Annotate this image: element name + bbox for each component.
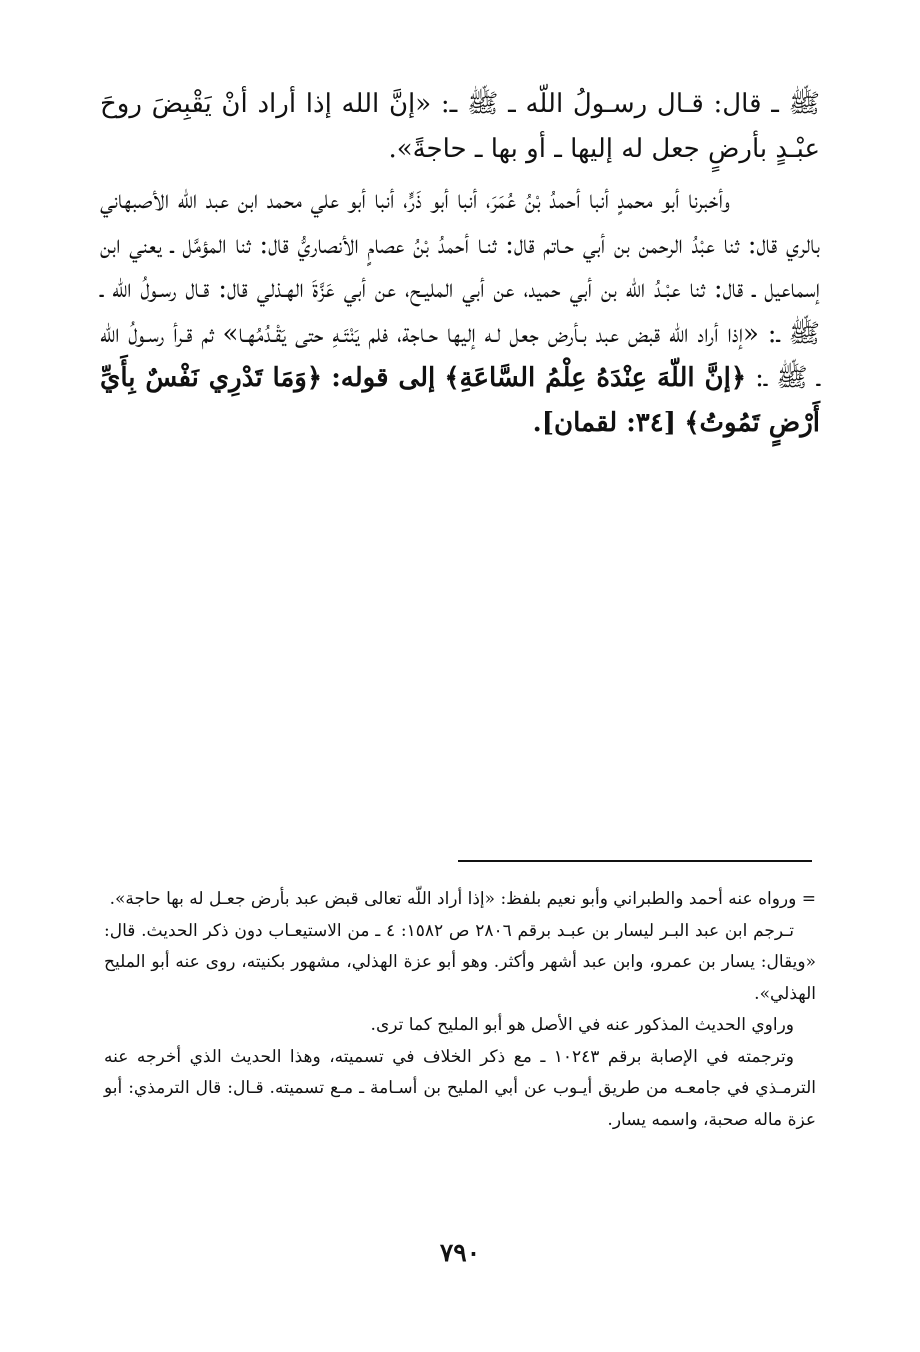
quran-verse-2: ﴿وَمَا تَدْرِي نَفْسٌ بِأَيِّ أَرْضٍ تَمُوتُ﴾ <box>100 363 820 438</box>
footnote-4: وترجمته في الإصابة برقم ١٠٢٤٣ ـ مع ذكر الخلاف في تسميته، وهذا الحديث الذي أخرجه عنه الترمـذي في جامعـه من طريق أيـوب عن أبي المليح بن أسـامة ـ مـع تسميته. قـال: قال الترمذي: أبو عزة ماله صحبة، واسمه يسار. <box>104 1046 816 1130</box>
paragraph-2-text: وأخبرنا أبو محمدٍ أنبا أحمدُ بْنُ عُمَرَ، أنبا أبو ذَرٍّ، أنبا أبو علي محمد ابن عبد اللّه الأصبهاني بالري قال: ثنا عبْدُ الرحمن بن أبي حـاتم قال: ثنـا أحمدُ بْنُ عصامٍ الأنصاريُّ قال: ثنا المؤمَّل ـ يعني ابن إسماعيل ـ قال: ثنا عبْـدُ اللّه بن أبي حميد، عن أبي المليـح، عن أبي عَزَّةَ الهـذلي قال: قـال رسـولُ اللّه ـ ﷺ ـ: «إذا أراد اللّه قبض عبد بـأرض جعل لـه إليها حـاجة، فلم يَنْتَـهِ حتى يَقْـدُمُهـا» ثم قـرأ رسـولُ اللّه ـ ﷺ ـ: <box>100 185 821 393</box>
paragraph-2-connector: إلى قوله: <box>331 363 436 393</box>
footnote-1 <box>104 884 816 916</box>
paragraph-2 <box>100 178 820 445</box>
paragraph-1 <box>100 82 820 171</box>
page-number: ٧٩٠ <box>439 1238 481 1267</box>
continuation-mark: = <box>801 889 816 909</box>
footnote-separator <box>458 860 812 862</box>
paragraph-1-text: ﷺ ـ قال: قـال رسـولُ اللّه ـ ﷺ ـ: «إنَّ الله إذا أراد أنْ يَقْبِضَ روحَ عبْـدٍ بأرضٍ جعل له إليها ـ أو بها ـ حاجةً». <box>100 89 820 164</box>
footnotes <box>104 884 816 1136</box>
quran-reference: [٣٤: لقمان]. <box>532 407 677 438</box>
footnote-2: تـرجم ابن عبد البـر ليسار بن عبـد برقم ٢٨٠٦ ص ١٥٨٢: ٤ ـ من الاستيعـاب دون ذكر الحديث. قال: «ويقال: يسار بن عمرو، وابن عبد أشهر وأكثر. وهو أبو عزة الهذلي، مشهور بكنيته، روى عنه أبو المليح الهذلي». <box>104 920 816 1004</box>
footnote-1-text: ورواه عنه أحمد والطبراني وأبو نعيم بلفظ: «إذا أراد اللّه تعالى قبض عبد بأرض جعـل له بها حاجة». <box>109 889 797 909</box>
quran-verse-1: ﴿إنَّ اللّهَ عِنْدَهُ عِلْمُ السَّاعَةِ﴾ <box>444 363 747 393</box>
footnote-3: وراوي الحديث المذكور عنه في الأصل هو أبو المليح كما ترى. <box>370 1015 794 1035</box>
main-text <box>100 82 820 445</box>
